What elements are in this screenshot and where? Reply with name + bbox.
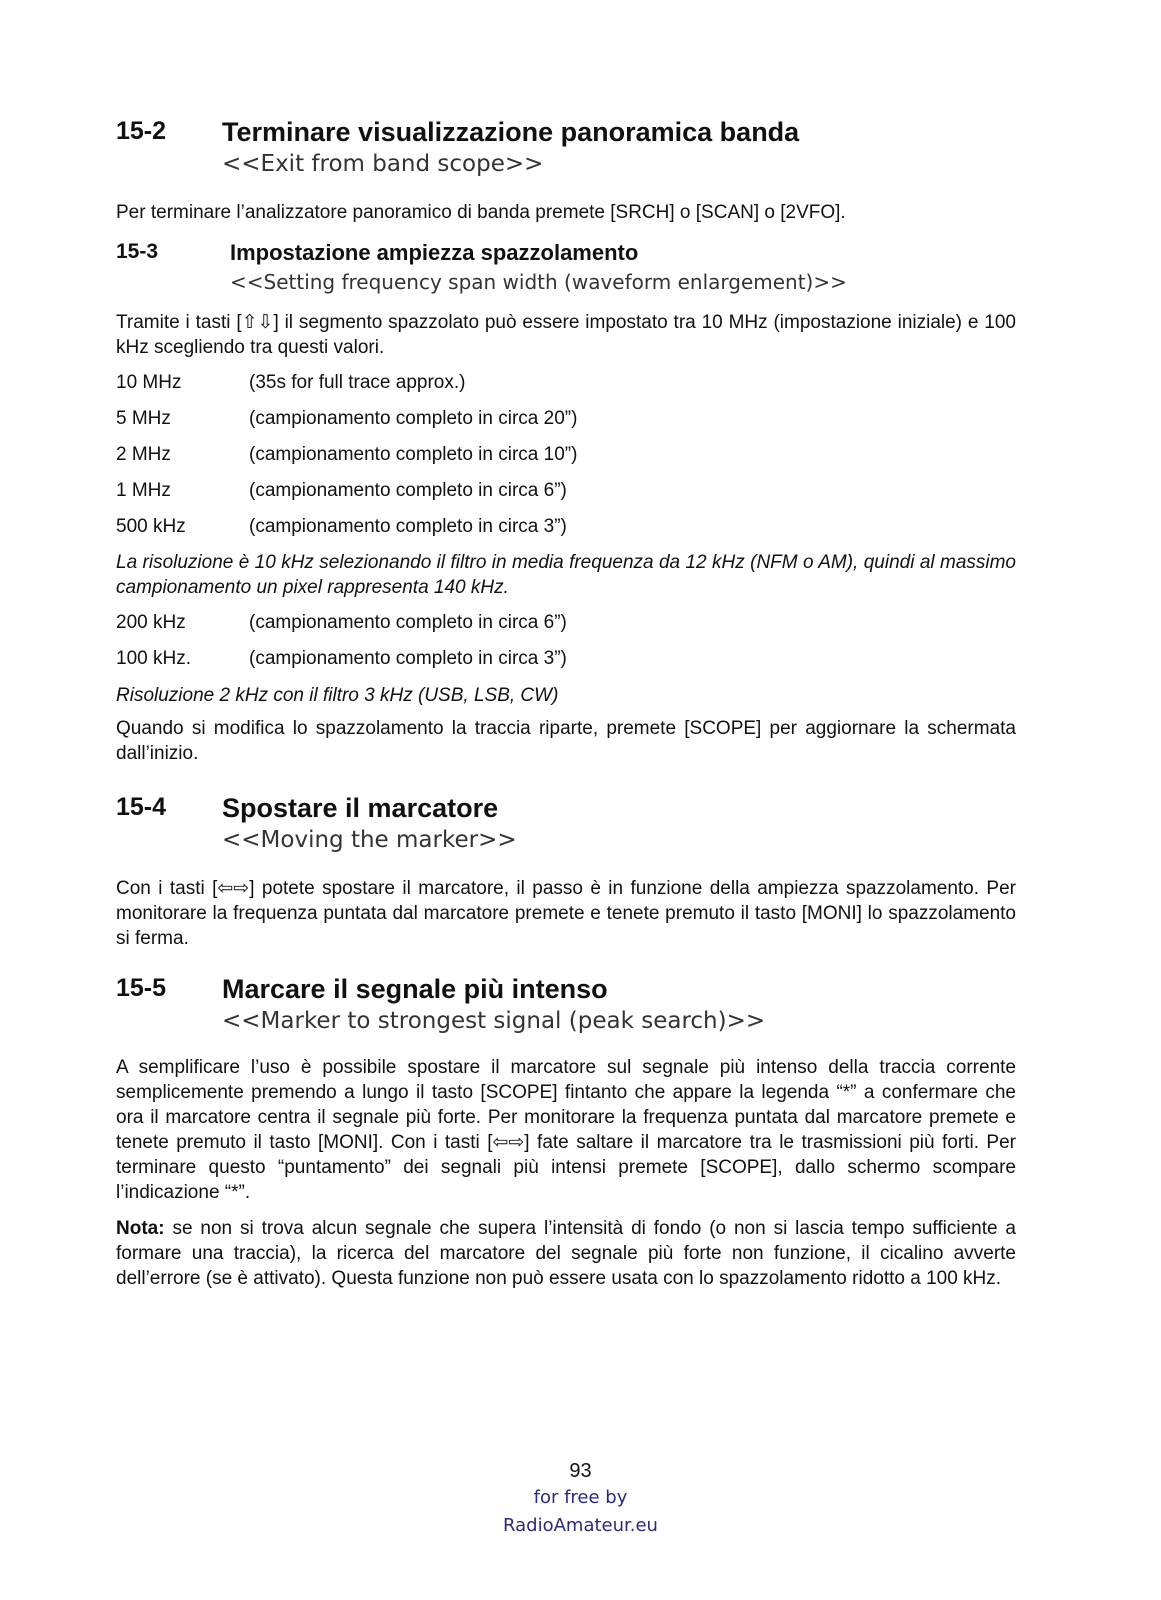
span-value: 200 kHz (116, 612, 186, 633)
span-value: 2 MHz (116, 444, 171, 465)
section-subtitle: <<Setting frequency span width (waveform enlargement)>> (230, 270, 847, 294)
span-row (116, 444, 1016, 470)
span-row (116, 612, 1016, 638)
span-row (116, 648, 1016, 674)
span-row (116, 516, 1016, 542)
span-value: 1 MHz (116, 480, 171, 501)
span-row (116, 408, 1016, 434)
span-description: (campionamento completo in circa 20”) (249, 408, 578, 429)
section-number: 15-2 (116, 117, 167, 145)
span-value: 100 kHz. (116, 648, 191, 669)
span-description: (35s for full trace approx.) (249, 372, 466, 393)
paragraph: Tramite i tasti [⇧⇩] il segmento spazzolato può essere impostato tra 10 MHz (impostazione iniziale) e 100 kHz scegliendo tra questi valori. (116, 312, 1016, 358)
page-number: 93 (569, 1460, 592, 1482)
paragraph: A semplificare l’uso è possibile spostare il marcatore sul segnale più intenso della traccia corrente semplicemente premendo a lungo il tasto [SCOPE] fintanto che appare la legenda “*” a confermare che ora il marcatore centra il segnale più forte. Per monitorare la frequenza puntata dal marcatore premete e tenete premuto il tasto [MONI]. Con i tasti [⇦⇨] fate saltare il marcatore tra le trasmissioni più forti. Per terminare questo “puntamento” dei segnali più intensi premete [SCOPE], dallo schermo scompare l’indicazione “*”. (116, 1057, 1016, 1203)
section-title: Spostare il marcatore (222, 793, 499, 823)
span-description: (campionamento completo in circa 6”) (249, 480, 567, 501)
note-label: Nota: (116, 1218, 165, 1239)
span-description: (campionamento completo in circa 3”) (249, 516, 567, 537)
footer-link[interactable]: RadioAmateur.eu (503, 1515, 658, 1536)
section-title: Impostazione ampiezza spazzolamento (230, 240, 639, 265)
span-description: (campionamento completo in circa 6”) (249, 612, 567, 633)
section-number: 15-4 (116, 793, 167, 821)
section-number: 15-5 (116, 974, 167, 1002)
section-subtitle: <<Moving the marker>> (222, 827, 517, 853)
span-value: 10 MHz (116, 372, 182, 393)
paragraph: Quando si modifica lo spazzolamento la traccia riparte, premete [SCOPE] per aggiornare la schermata dall’inizio. (116, 718, 1016, 764)
section-title: Marcare il segnale più intenso (222, 974, 608, 1004)
note-paragraph (116, 1216, 1016, 1291)
note-text: se non si trova alcun segnale che supera l’intensità di fondo (o non si lascia tempo sufficiente a formare una traccia), la ricerca del marcatore del segnale più forte non funzione, il cicalino avverte dell’errore (se è attivato). Questa funzione non può essere usata con lo spazzolamento ridotto a 100 kHz. (116, 1218, 1016, 1289)
span-row (116, 372, 1016, 398)
span-description: (campionamento completo in circa 10”) (249, 444, 578, 465)
span-value: 500 kHz (116, 516, 186, 537)
paragraph: Per terminare l’analizzatore panoramico di banda premete [SRCH] o [SCAN] o [2VFO]. (116, 202, 846, 223)
span-row (116, 480, 1016, 506)
section-subtitle: <<Marker to strongest signal (peak search)>> (222, 1008, 766, 1034)
footer-line-1: for free by (533, 1487, 628, 1508)
section-title: Terminare visualizzazione panoramica banda (222, 117, 800, 147)
italic-note: Risoluzione 2 kHz con il filtro 3 kHz (USB, LSB, CW) (116, 685, 559, 706)
paragraph: Con i tasti [⇦⇨] potete spostare il marcatore, il passo è in funzione della ampiezza spazzolamento. Per monitorare la frequenza puntata dal marcatore premete e tenete premuto il tasto [MONI] lo spazzolamento si ferma. (116, 878, 1016, 949)
section-subtitle: <<Exit from band scope>> (222, 151, 544, 177)
italic-note: La risoluzione è 10 kHz selezionando il filtro in media frequenza da 12 kHz (NFM o AM), quindi al massimo campionamento un pixel rappresenta 140 kHz. (116, 552, 1016, 598)
span-value: 5 MHz (116, 408, 171, 429)
span-description: (campionamento completo in circa 3”) (249, 648, 567, 669)
section-number: 15-3 (116, 240, 159, 263)
